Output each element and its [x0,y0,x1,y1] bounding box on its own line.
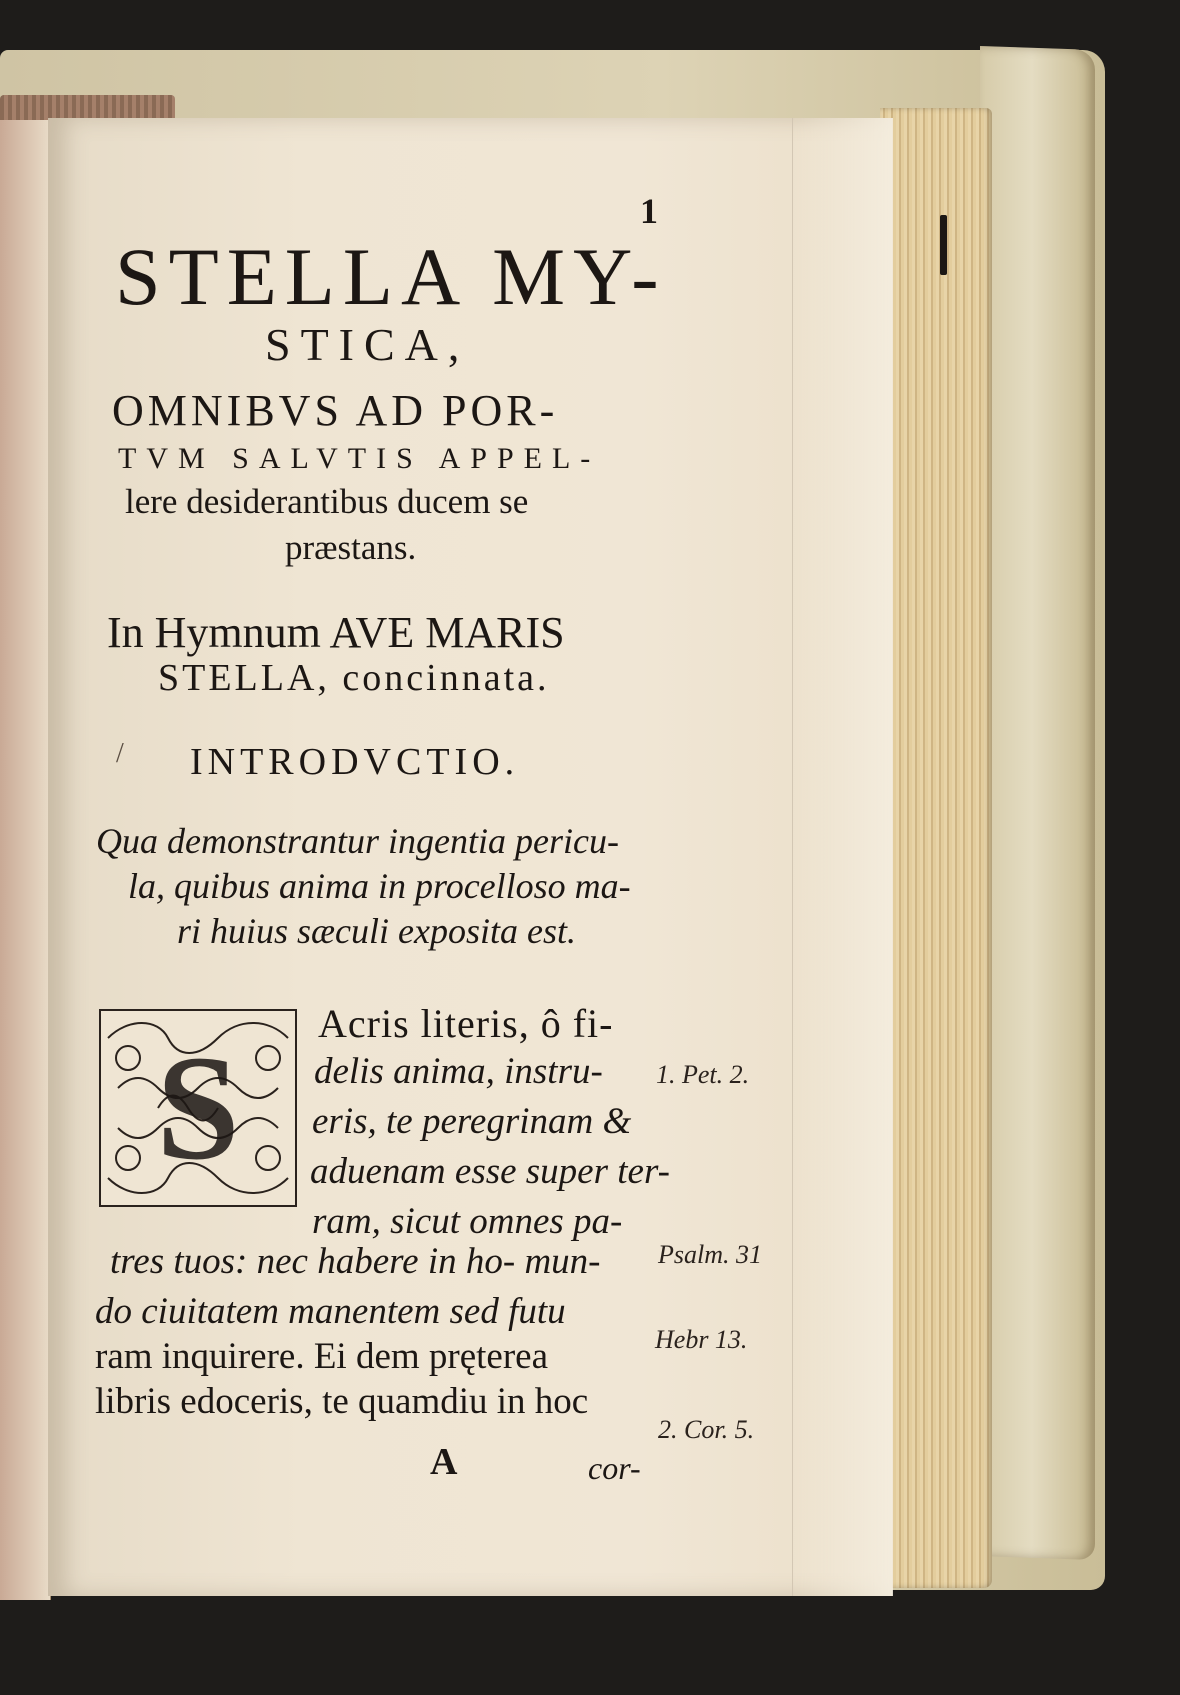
title-line-1: STELLA MY- [115,231,667,322]
margin-note-2: Psalm. 31 [658,1240,762,1269]
page-number: 1 [640,191,658,231]
ornamental-drop-cap [98,1008,298,1208]
body-line-8: ram inquirere. Ei dem pręterea [95,1336,549,1377]
body-line-9: libris edoceris, te quamdiu in hoc [95,1381,589,1422]
body-line-3: eris, te peregrinam & [312,1101,632,1142]
signature-mark: A [430,1441,458,1483]
subtitle-line-4: præstans. [285,528,417,567]
catchword: cor- [588,1450,641,1486]
hymn-line-1: In Hymnum AVE MARIS [107,608,565,657]
subtitle-line-1: OMNIBVS AD POR- [112,386,559,435]
subtitle-line-2: TVM SALVTIS APPEL- [118,442,601,475]
drop-cap-letter: S [156,1025,240,1191]
summary-line-3: ri huius sæculi exposita est. [177,911,576,951]
margin-note-3: Hebr 13. [655,1325,748,1354]
body-line-5: ram, sicut omnes pa- [312,1201,623,1242]
page-edges [880,108,992,1588]
body-line-1: Acris literis, ô fi- [318,1001,614,1046]
page-fold-crease [792,118,893,1596]
summary-line-2: la, quibus anima in procelloso ma- [128,866,631,906]
hymn-line-2: STELLA, concinnata. [158,657,550,699]
body-line-2: delis anima, instru- [314,1051,603,1092]
body-line-6: tres tuos: nec habere in ho- mun- [110,1241,601,1282]
margin-note-1: 1. Pet. 2. [656,1060,750,1089]
subtitle-line-3: lere desiderantibus ducem se [125,482,529,521]
pencil-mark: / [116,738,124,769]
bookmark-ribbon [940,215,947,275]
body-line-4: aduenam esse super ter- [310,1151,670,1192]
cover-fold [980,46,1095,1560]
title-line-2: STICA, [265,319,470,370]
body-line-7: do ciuitatem manentem sed futu [95,1291,566,1332]
left-page-edge [0,120,51,1600]
summary-line-1: Qua demonstrantur ingentia pericu- [96,821,619,861]
introduction-heading: INTRODVCTIO. [190,741,520,783]
margin-note-4: 2. Cor. 5. [658,1415,755,1444]
